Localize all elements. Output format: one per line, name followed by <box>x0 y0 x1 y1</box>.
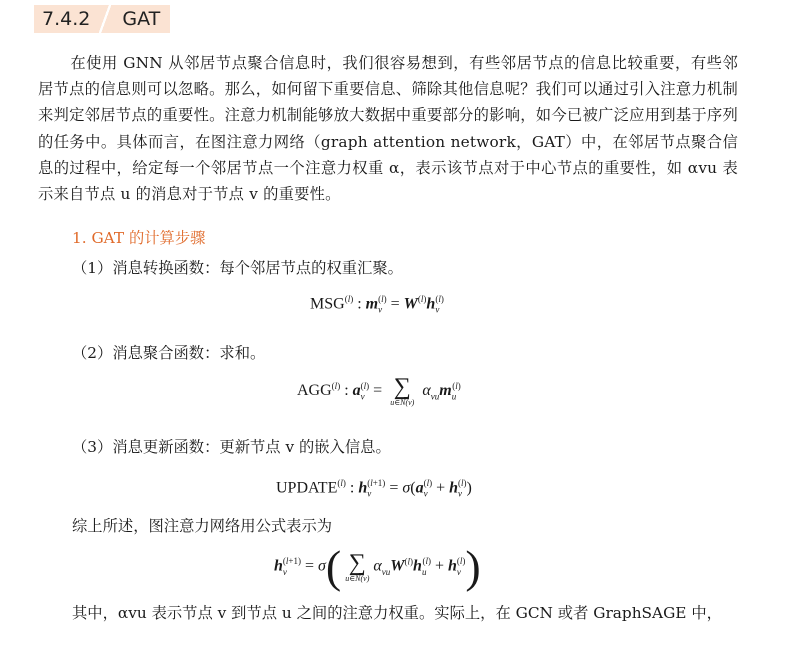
intro-paragraph-text: 在使用 GNN 从邻居节点聚合信息时，我们很容易想到，有些邻居节点的信息比较重要，有些邻居节点的信息则可以忽略。那么，如何留下重要信息、筛除其他信息呢？我们可以通过引入注意力机制来判定邻居节点的重要性。注意力机制能够放大数据中重要部分的影响，如今已被广泛应用到基于序列的任务中。具体而言，在图注意力网络（graph attention network，GAT）中，在邻居节点聚合信息的过程中，给定每一个邻居节点一个注意力权重 α，表示该节点对于中心节点的重要性，如 αvu 表示来自节点 u 的消息对于节点 v 的重要性。 <box>38 54 738 204</box>
closing-text: 其中，αvu 表示节点 v 到节点 u 之间的注意力权重。实际上，在 GCN 或者 GraphSAGE 中， <box>72 604 722 622</box>
summary-text: 综上所述，图注意力网络用公式表示为 <box>72 517 333 535</box>
update-function-name: UPDATE <box>276 479 338 497</box>
equation-msg: MSG$^{(l)}$ : $m_v^{(l)} = W^{(l)}h_v^{(l)}$ <box>310 294 444 315</box>
equation-agg: AGG$^{(l)}$ : $a_v^{(l)}$ = ∑ u∈N(v) $\alpha_{vu}m_u^{(l)}$ <box>297 374 461 407</box>
msg-function-name: MSG <box>310 295 345 313</box>
section-heading <box>34 5 170 33</box>
step-3-label: （3）消息更新函数：更新节点 v 的嵌入信息。 <box>72 438 391 456</box>
intro-paragraph <box>38 50 738 207</box>
equation-gat: $h_v^{(l+1)} = \sigma$( ∑ u∈N(v) $\alpha_{vu}W^{(l)}h_u^{(l)} + h_v^{(l)}$) <box>274 541 481 592</box>
section-title: GAT <box>112 5 170 33</box>
agg-function-name: AGG <box>297 382 332 400</box>
equation-update: UPDATE$^{(l)}$ : $h_v^{(l+1)} = \sigma(a_v^{(l)} + h_v^{(l)})$ <box>276 478 472 499</box>
subsection-title: 1. GAT 的计算步骤 <box>72 229 206 247</box>
section-number: 7.4.2 <box>34 5 98 33</box>
summation-symbol: ∑ u∈N(v) <box>390 374 415 407</box>
heading-divider <box>98 5 112 33</box>
summation-symbol-2: ∑ u∈N(v) <box>345 549 370 583</box>
step-1-label: （1）消息转换函数：每个邻居节点的权重汇聚。 <box>72 259 403 277</box>
step-2-label: （2）消息聚合函数：求和。 <box>72 344 266 362</box>
